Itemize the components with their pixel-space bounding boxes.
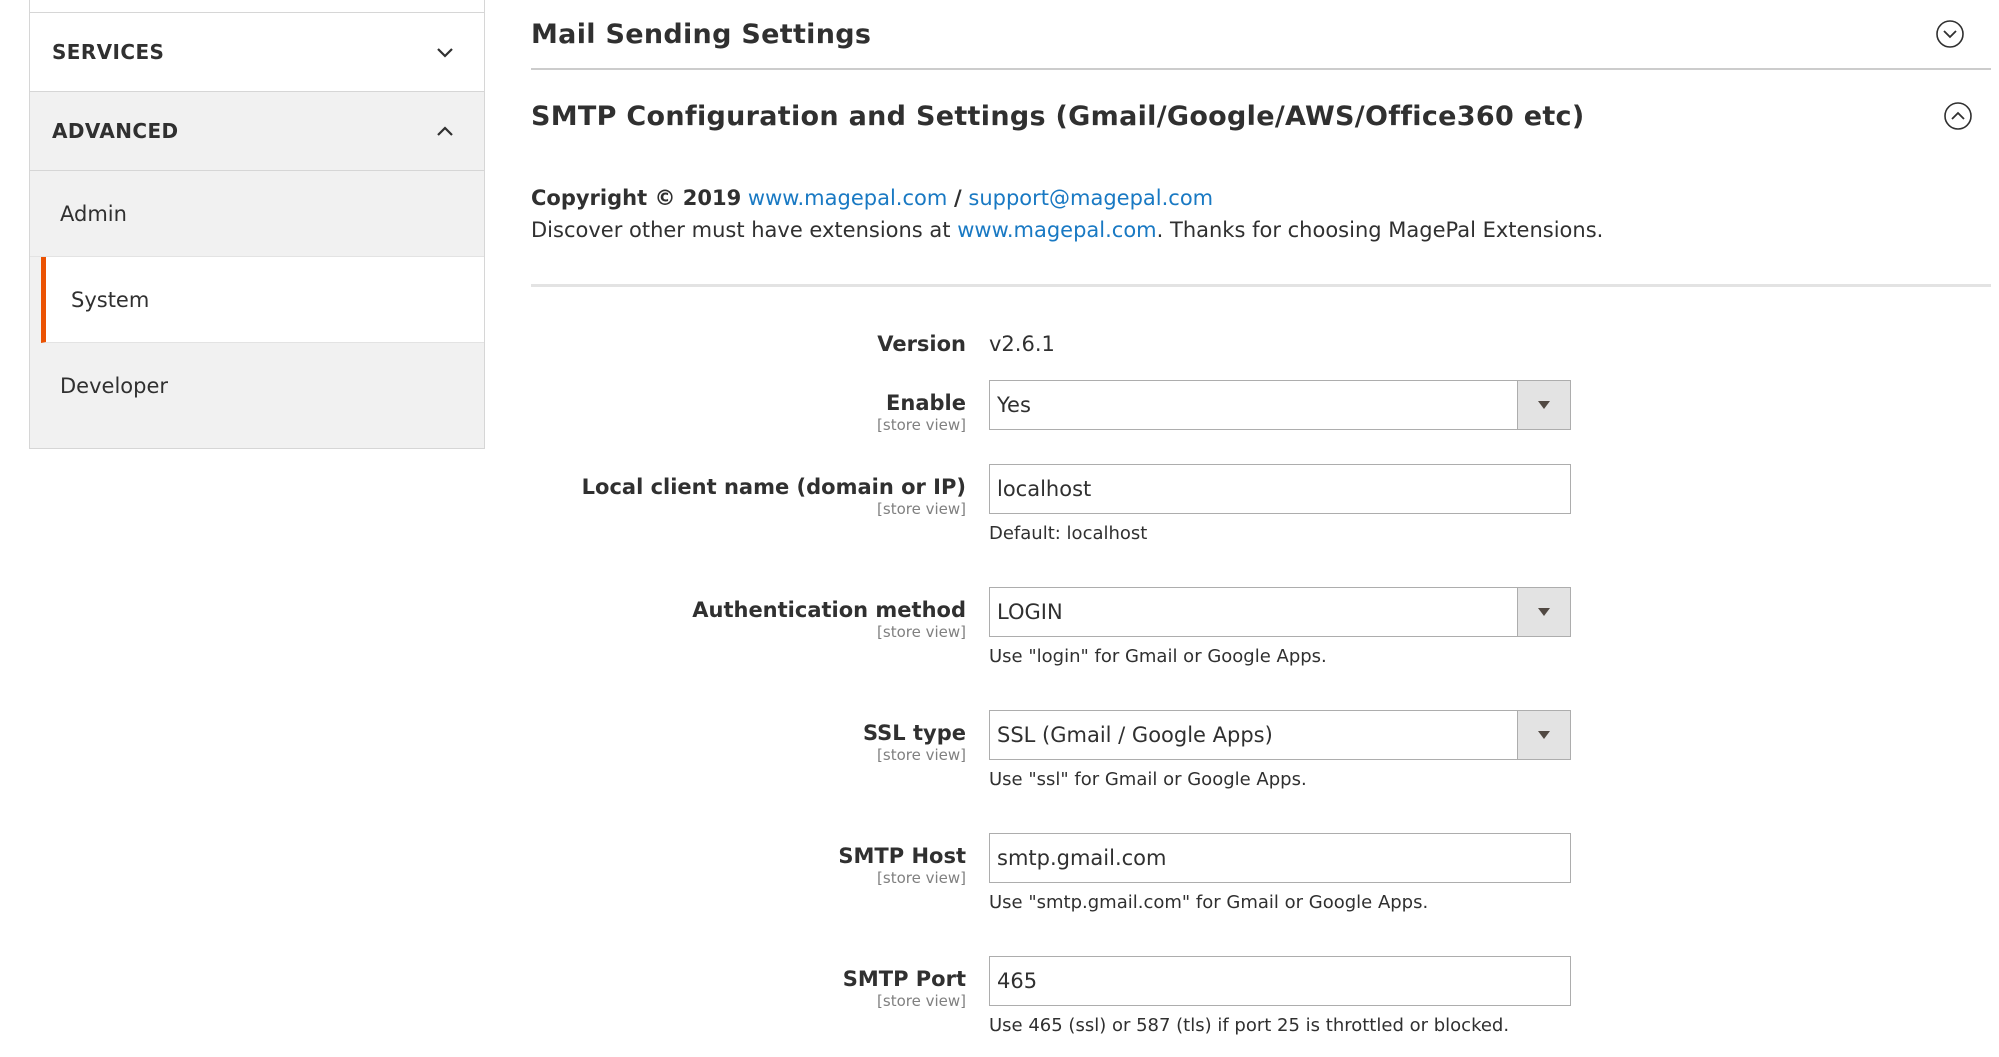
label-enable: Enable <box>886 391 966 415</box>
thanks-text: . Thanks for choosing MagePal Extensions. <box>1156 218 1604 242</box>
field-row-enable <box>531 380 1999 464</box>
sidebar-item-label: Developer <box>60 373 169 398</box>
copyright-block <box>531 182 1999 246</box>
scope-label: [store view] <box>877 992 966 1010</box>
sidebar-section-advanced[interactable] <box>29 92 485 171</box>
sidebar-item-developer[interactable] <box>30 343 484 448</box>
version-value: v2.6.1 <box>989 332 1055 356</box>
field-label <box>531 321 989 357</box>
select-value: LOGIN <box>997 600 1063 624</box>
field-note: Use "ssl" for Gmail or Google Apps. <box>989 769 1307 790</box>
sidebar-section-services[interactable] <box>29 13 485 92</box>
scope-label: [store view] <box>877 623 966 641</box>
dropdown-arrow-icon <box>1517 588 1570 636</box>
scope-label: [store view] <box>877 500 966 518</box>
scope-label: [store view] <box>877 746 966 764</box>
panel-title: SMTP Configuration and Settings (Gmail/Google/AWS/Office360 etc) <box>531 100 1585 132</box>
field-label <box>531 956 989 1010</box>
dropdown-arrow-icon <box>1517 711 1570 759</box>
label-auth-method: Authentication method <box>692 598 966 622</box>
input-value: localhost <box>997 477 1092 501</box>
input-value: smtp.gmail.com <box>997 846 1167 870</box>
client-name-input[interactable] <box>989 464 1571 514</box>
support-email-link[interactable]: support@magepal.com <box>968 186 1214 210</box>
field-row-smtp-port <box>531 956 1999 1046</box>
field-row-version <box>531 321 1999 380</box>
label-smtp-port: SMTP Port <box>842 967 966 991</box>
chevron-down-icon <box>434 41 456 63</box>
chevron-up-icon <box>434 120 456 142</box>
input-value: 465 <box>997 969 1038 993</box>
dropdown-arrow-icon <box>1517 381 1570 429</box>
auth-method-select[interactable] <box>989 587 1571 637</box>
collapse-circle-icon <box>1943 101 1973 131</box>
field-note: Use "smtp.gmail.com" for Gmail or Google Apps. <box>989 892 1429 913</box>
copyright-separator: / <box>954 186 962 210</box>
field-row-auth-method <box>531 587 1999 710</box>
sidebar-item-system[interactable] <box>41 257 484 343</box>
field-label <box>531 833 989 887</box>
field-label <box>531 710 989 764</box>
sidebar-advanced-items <box>29 171 485 449</box>
sidebar-top-edge <box>29 0 485 13</box>
smtp-settings-form <box>531 321 1999 1046</box>
field-note: Use "login" for Gmail or Google Apps. <box>989 646 1327 667</box>
panel-mail-sending-settings[interactable] <box>531 0 1991 70</box>
discover-site-link[interactable]: www.magepal.com <box>957 218 1157 242</box>
field-note: Use 465 (ssl) or 587 (tls) if port 25 is throttled or blocked. <box>989 1015 1510 1036</box>
smtp-port-input[interactable] <box>989 956 1571 1006</box>
panel-smtp-configuration[interactable] <box>531 70 1999 162</box>
field-note: Default: localhost <box>989 523 1148 544</box>
discover-text: Discover other must have extensions at <box>531 218 951 242</box>
smtp-host-input[interactable] <box>989 833 1571 883</box>
copyright-text: Copyright © 2019 <box>531 186 742 210</box>
sidebar-section-label: ADVANCED <box>52 119 179 143</box>
select-value: Yes <box>997 393 1031 417</box>
section-divider <box>531 284 1991 287</box>
field-row-smtp-host <box>531 833 1999 956</box>
label-ssl-type: SSL type <box>862 721 966 745</box>
field-label <box>531 380 989 434</box>
config-main <box>531 0 1999 1046</box>
scope-label: [store view] <box>877 869 966 887</box>
field-label <box>531 587 989 641</box>
select-value: SSL (Gmail / Google Apps) <box>997 723 1273 747</box>
panel-title: Mail Sending Settings <box>531 18 872 50</box>
scope-label: [store view] <box>877 416 966 434</box>
sidebar-item-label: System <box>71 287 150 312</box>
sidebar-section-label: SERVICES <box>52 40 165 64</box>
config-sidebar <box>29 0 485 449</box>
enable-select[interactable] <box>989 380 1571 430</box>
field-row-ssl-type <box>531 710 1999 833</box>
label-version: Version <box>877 332 966 356</box>
magepal-site-link[interactable]: www.magepal.com <box>747 186 948 210</box>
field-label <box>531 464 989 518</box>
ssl-type-select[interactable] <box>989 710 1571 760</box>
field-row-client-name <box>531 464 1999 587</box>
expand-circle-icon <box>1935 19 1965 49</box>
label-smtp-host: SMTP Host <box>838 844 966 868</box>
label-client-name: Local client name (domain or IP) <box>581 475 966 499</box>
sidebar-item-admin[interactable] <box>30 171 484 257</box>
sidebar-item-label: Admin <box>60 201 127 226</box>
